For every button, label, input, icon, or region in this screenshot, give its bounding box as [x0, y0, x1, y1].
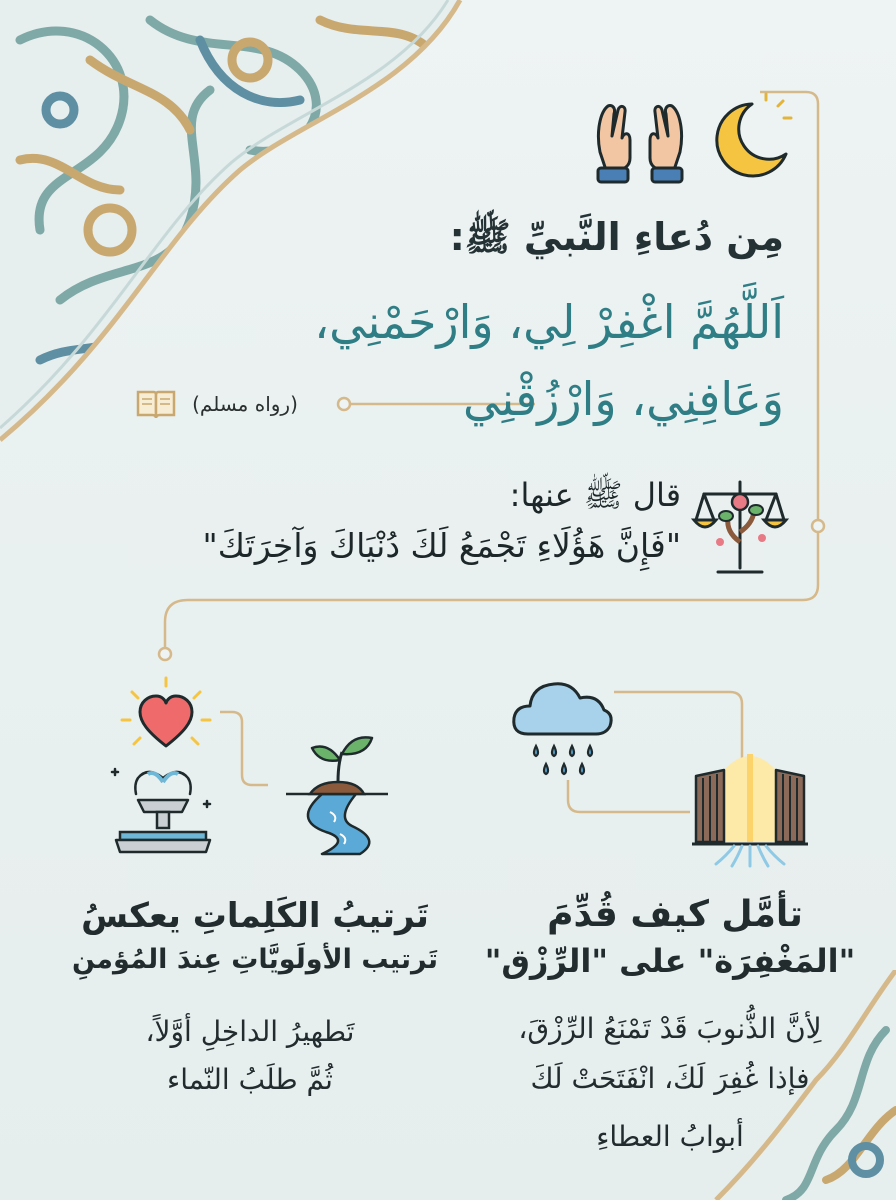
hands-praying-icon	[590, 92, 690, 184]
fountain-icon	[108, 760, 218, 858]
open-gate-icon	[690, 748, 810, 868]
dua-line-1: اَللَّهُمَّ اغْفِرْ لِي، وَارْحَمْنِي،	[314, 295, 784, 349]
left-body-1: تَطهيرُ الداخِلِ أوَّلاً،	[145, 1015, 355, 1048]
left-heading-2: تَرتيب الأولَويَّاتِ عِندَ المُؤمنِ	[72, 944, 438, 975]
left-heading-1: تَرتيبُ الكَلِماتِ يعكسُ	[81, 896, 429, 936]
rain-cloud-icon	[508, 670, 618, 782]
plant-river-icon	[282, 730, 392, 856]
page-title: مِن دُعاءِ النَّبيِّ ﷺ:	[449, 215, 784, 259]
right-body-1: لِأنَّ الذُّنوبَ قَدْ تَمْنَعُ الرِّزْقَ،	[518, 1012, 822, 1045]
saying-intro: قال ﷺ عنها:	[509, 476, 681, 514]
scales-tree-icon	[690, 472, 790, 580]
crescent-moon-icon	[700, 92, 796, 188]
right-heading-1: تأمَّل كيف قُدِّمَ	[547, 894, 803, 935]
left-body-2: ثُمَّ طلَبُ النّماء	[167, 1063, 333, 1096]
right-body-3: أبوابُ العطاءِ	[596, 1120, 744, 1153]
right-heading-2: "المَغْفِرَة" على "الرِّزْق"	[484, 942, 856, 980]
saying-quote: "فَإِنَّ هَؤُلَاءِ تَجْمَعُ لَكَ دُنْيَاكَ وَآخِرَتَكَ"	[202, 526, 681, 565]
hadith-source: (رواه مسلم)	[192, 392, 298, 416]
heart-icon	[118, 676, 214, 756]
right-body-2: فإذا غُفِرَ لَكَ، انْفَتَحَتْ لَكَ	[530, 1062, 810, 1095]
dua-line-2: وَعَافِنِي، وَارْزُقْنِي	[463, 372, 784, 426]
